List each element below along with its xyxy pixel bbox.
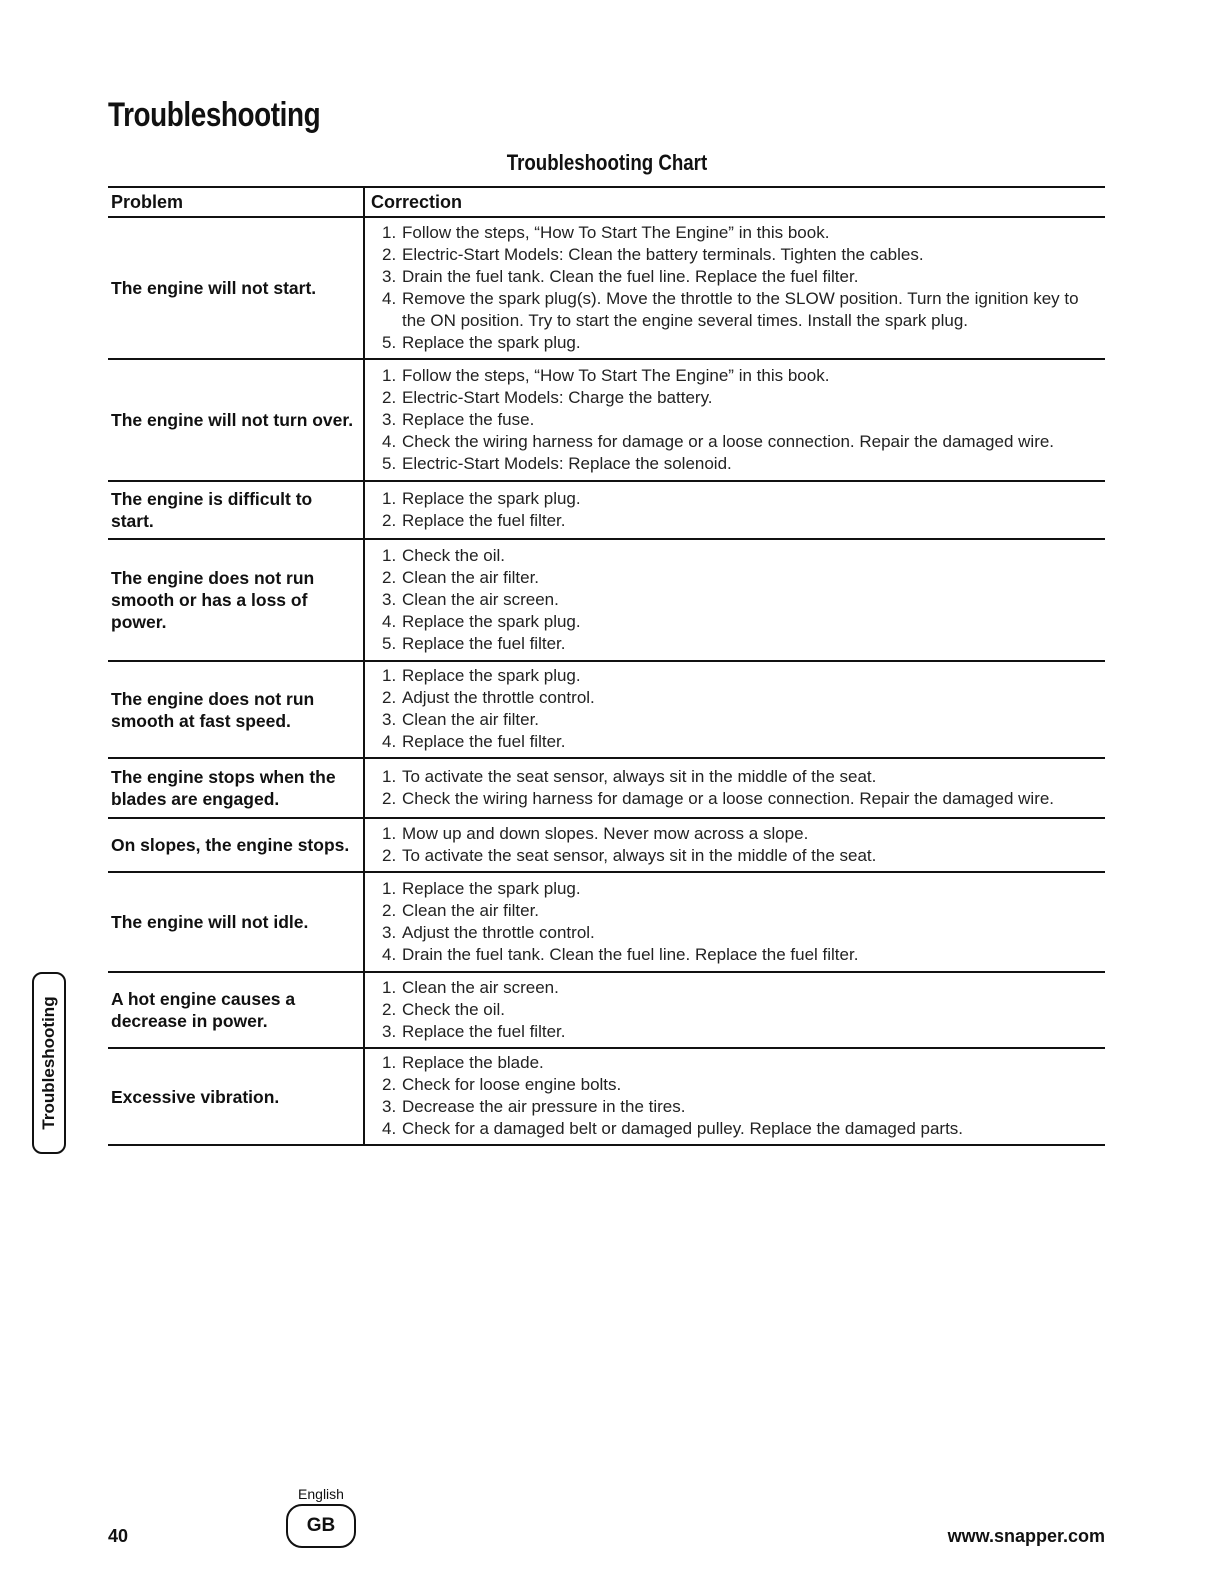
- correction-step: [375, 409, 1099, 431]
- correction-step: [375, 1021, 1099, 1043]
- problem-cell: The engine will not idle.: [108, 872, 364, 972]
- problem-cell: On slopes, the engine stops.: [108, 818, 364, 872]
- table-row: [108, 539, 1105, 661]
- step-number: 5.: [382, 332, 397, 352]
- step-text: Replace the blade.: [402, 1053, 544, 1072]
- step-text: Replace the spark plug.: [402, 488, 581, 508]
- correction-steps-list: [375, 365, 1099, 475]
- step-number: 4.: [382, 1119, 397, 1138]
- step-number: 2.: [382, 244, 397, 264]
- correction-step: [375, 567, 1099, 589]
- table-row: [108, 758, 1105, 818]
- correction-step: [375, 731, 1099, 753]
- step-text: Clean the air filter.: [402, 567, 540, 587]
- correction-step: [375, 510, 1099, 532]
- step-text: Check for a damaged belt or damaged pulley. Replace the damaged parts.: [402, 1119, 964, 1138]
- step-text: Electric-Start Models: Replace the solenoid.: [402, 453, 732, 473]
- problem-cell: The engine does not run smooth or has a loss of power.: [108, 539, 364, 661]
- step-number: 2.: [382, 688, 397, 707]
- step-number: 3.: [382, 1097, 397, 1116]
- correction-step: [375, 1052, 1099, 1074]
- step-text: Replace the spark plug.: [402, 611, 581, 631]
- step-number: 3.: [382, 710, 397, 729]
- correction-cell: [364, 217, 1105, 359]
- correction-step: [375, 545, 1099, 567]
- step-number: 1.: [382, 1053, 397, 1072]
- step-text: Remove the spark plug(s). Move the throttle to the SLOW position. Turn the ignition key to the ON position. Try to start the engine several times. Install the spark plug.: [402, 288, 1079, 330]
- step-text: Replace the fuel filter.: [402, 510, 566, 530]
- step-number: 1.: [382, 878, 397, 898]
- correction-step: [375, 922, 1099, 944]
- step-number: 2.: [382, 900, 397, 920]
- problem-cell: The engine is difficult to start.: [108, 481, 364, 539]
- correction-step: [375, 453, 1099, 475]
- step-number: 2.: [382, 788, 397, 808]
- step-text: Drain the fuel tank. Clean the fuel line. Replace the fuel filter.: [402, 266, 859, 286]
- correction-step: [375, 845, 1099, 867]
- step-text: Clean the air filter.: [402, 710, 540, 729]
- page-title: Troubleshooting: [108, 96, 321, 134]
- step-text: Clean the air screen.: [402, 589, 559, 609]
- correction-steps-list: [375, 823, 1099, 867]
- step-text: Replace the spark plug.: [402, 666, 581, 685]
- correction-step: [375, 999, 1099, 1021]
- table-row: [108, 818, 1105, 872]
- step-text: Replace the fuel filter.: [402, 732, 566, 751]
- correction-step: [375, 387, 1099, 409]
- correction-step: [375, 665, 1099, 687]
- table-row: [108, 661, 1105, 758]
- troubleshooting-table: [108, 186, 1105, 1146]
- correction-step: [375, 766, 1099, 788]
- language-label: English: [298, 1486, 344, 1502]
- step-number: 1.: [382, 766, 397, 786]
- correction-cell: [364, 661, 1105, 758]
- correction-step: [375, 488, 1099, 510]
- correction-step: [375, 1096, 1099, 1118]
- correction-step: [375, 878, 1099, 900]
- correction-steps-list: [375, 977, 1099, 1043]
- problem-cell: A hot engine causes a decrease in power.: [108, 972, 364, 1048]
- side-tab-label: Troubleshooting: [39, 996, 58, 1130]
- problem-cell: Excessive vibration.: [108, 1048, 364, 1145]
- step-text: Check the oil.: [402, 999, 505, 1019]
- correction-cell: [364, 818, 1105, 872]
- problem-cell: The engine will not start.: [108, 217, 364, 359]
- correction-step: [375, 709, 1099, 731]
- correction-step: [375, 944, 1099, 966]
- step-text: Replace the spark plug.: [402, 332, 581, 352]
- step-text: Check the oil.: [402, 545, 505, 565]
- correction-cell: [364, 758, 1105, 818]
- step-number: 2.: [382, 567, 397, 587]
- table-row: [108, 481, 1105, 539]
- correction-steps-list: [375, 222, 1099, 354]
- step-number: 1.: [382, 666, 397, 685]
- step-number: 1.: [382, 823, 397, 843]
- step-text: Check the wiring harness for damage or a loose connection. Repair the damaged wire.: [402, 431, 1055, 451]
- table-row: [108, 217, 1105, 359]
- correction-cell: [364, 539, 1105, 661]
- correction-step: [375, 222, 1099, 244]
- chart-title: [108, 150, 1105, 176]
- step-text: Replace the fuel filter.: [402, 633, 566, 653]
- correction-steps-list: [375, 665, 1099, 753]
- table-row: [108, 972, 1105, 1048]
- correction-step: [375, 332, 1099, 354]
- correction-cell: [364, 1048, 1105, 1145]
- correction-step: [375, 977, 1099, 999]
- correction-step: [375, 1074, 1099, 1096]
- correction-step: [375, 266, 1099, 288]
- step-text: Clean the air filter.: [402, 900, 540, 920]
- correction-step: [375, 788, 1099, 810]
- step-number: 2.: [382, 999, 397, 1019]
- problem-cell: The engine does not run smooth at fast speed.: [108, 661, 364, 758]
- step-number: 5.: [382, 633, 397, 653]
- problem-column-header: Problem: [108, 187, 364, 217]
- correction-step: [375, 589, 1099, 611]
- step-number: 4.: [382, 611, 397, 631]
- chart-title-text: Troubleshooting Chart: [506, 150, 707, 175]
- step-number: 3.: [382, 266, 397, 286]
- step-number: 4.: [382, 431, 397, 451]
- correction-cell: [364, 872, 1105, 972]
- step-text: Mow up and down slopes. Never mow across a slope.: [402, 823, 809, 843]
- page-number: 40: [108, 1526, 129, 1546]
- step-number: 3.: [382, 922, 397, 942]
- step-text: Replace the spark plug.: [402, 878, 581, 898]
- correction-step: [375, 288, 1099, 332]
- language-badge: GB: [286, 1504, 356, 1548]
- table-row: [108, 1048, 1105, 1145]
- step-number: 4.: [382, 732, 397, 751]
- step-text: Electric-Start Models: Clean the battery terminals. Tighten the cables.: [402, 244, 924, 264]
- step-number: 2.: [382, 387, 397, 407]
- correction-steps-list: [375, 878, 1099, 966]
- section-side-tab: [32, 972, 66, 1154]
- step-text: Clean the air screen.: [402, 977, 559, 997]
- correction-steps-list: [375, 545, 1099, 655]
- correction-column-header: Correction: [364, 187, 1105, 217]
- correction-step: [375, 365, 1099, 387]
- step-number: 3.: [382, 1021, 397, 1041]
- step-number: 3.: [382, 409, 397, 429]
- problem-cell: The engine stops when the blades are engaged.: [108, 758, 364, 818]
- step-number: 2.: [382, 1075, 397, 1094]
- step-text: To activate the seat sensor, always sit in the middle of the seat.: [402, 845, 877, 865]
- step-text: Drain the fuel tank. Clean the fuel line. Replace the fuel filter.: [402, 944, 859, 964]
- correction-steps-list: [375, 766, 1099, 810]
- step-number: 2.: [382, 510, 397, 530]
- problem-cell: The engine will not turn over.: [108, 359, 364, 481]
- step-number: 1.: [382, 977, 397, 997]
- step-number: 2.: [382, 845, 397, 865]
- correction-step: [375, 633, 1099, 655]
- step-text: Decrease the air pressure in the tires.: [402, 1097, 686, 1116]
- correction-step: [375, 823, 1099, 845]
- correction-step: [375, 611, 1099, 633]
- table-row: [108, 872, 1105, 972]
- correction-steps-list: [375, 1052, 1099, 1140]
- correction-step: [375, 1118, 1099, 1140]
- step-number: 4.: [382, 944, 397, 964]
- step-number: 4.: [382, 288, 397, 308]
- step-text: Follow the steps, “How To Start The Engine” in this book.: [402, 222, 830, 242]
- step-text: Check for loose engine bolts.: [402, 1075, 622, 1094]
- step-text: Adjust the throttle control.: [402, 922, 595, 942]
- website-url: www.snapper.com: [947, 1526, 1105, 1546]
- step-text: Electric-Start Models: Charge the battery.: [402, 387, 713, 407]
- step-number: 1.: [382, 488, 397, 508]
- step-number: 1.: [382, 545, 397, 565]
- correction-cell: [364, 359, 1105, 481]
- table-body: [108, 217, 1105, 1145]
- step-text: Follow the steps, “How To Start The Engine” in this book.: [402, 365, 830, 385]
- step-text: Replace the fuel filter.: [402, 1021, 566, 1041]
- correction-cell: [364, 481, 1105, 539]
- step-number: 1.: [382, 365, 397, 385]
- correction-step: [375, 244, 1099, 266]
- step-text: Adjust the throttle control.: [402, 688, 595, 707]
- correction-steps-list: [375, 488, 1099, 532]
- correction-step: [375, 900, 1099, 922]
- step-number: 5.: [382, 453, 397, 473]
- step-text: Check the wiring harness for damage or a loose connection. Repair the damaged wire.: [402, 788, 1055, 808]
- correction-step: [375, 431, 1099, 453]
- step-text: Replace the fuse.: [402, 409, 535, 429]
- correction-cell: [364, 972, 1105, 1048]
- step-text: To activate the seat sensor, always sit in the middle of the seat.: [402, 766, 877, 786]
- step-number: 3.: [382, 589, 397, 609]
- table-header-row: [108, 187, 1105, 217]
- step-number: 1.: [382, 222, 397, 242]
- table-row: [108, 359, 1105, 481]
- correction-step: [375, 687, 1099, 709]
